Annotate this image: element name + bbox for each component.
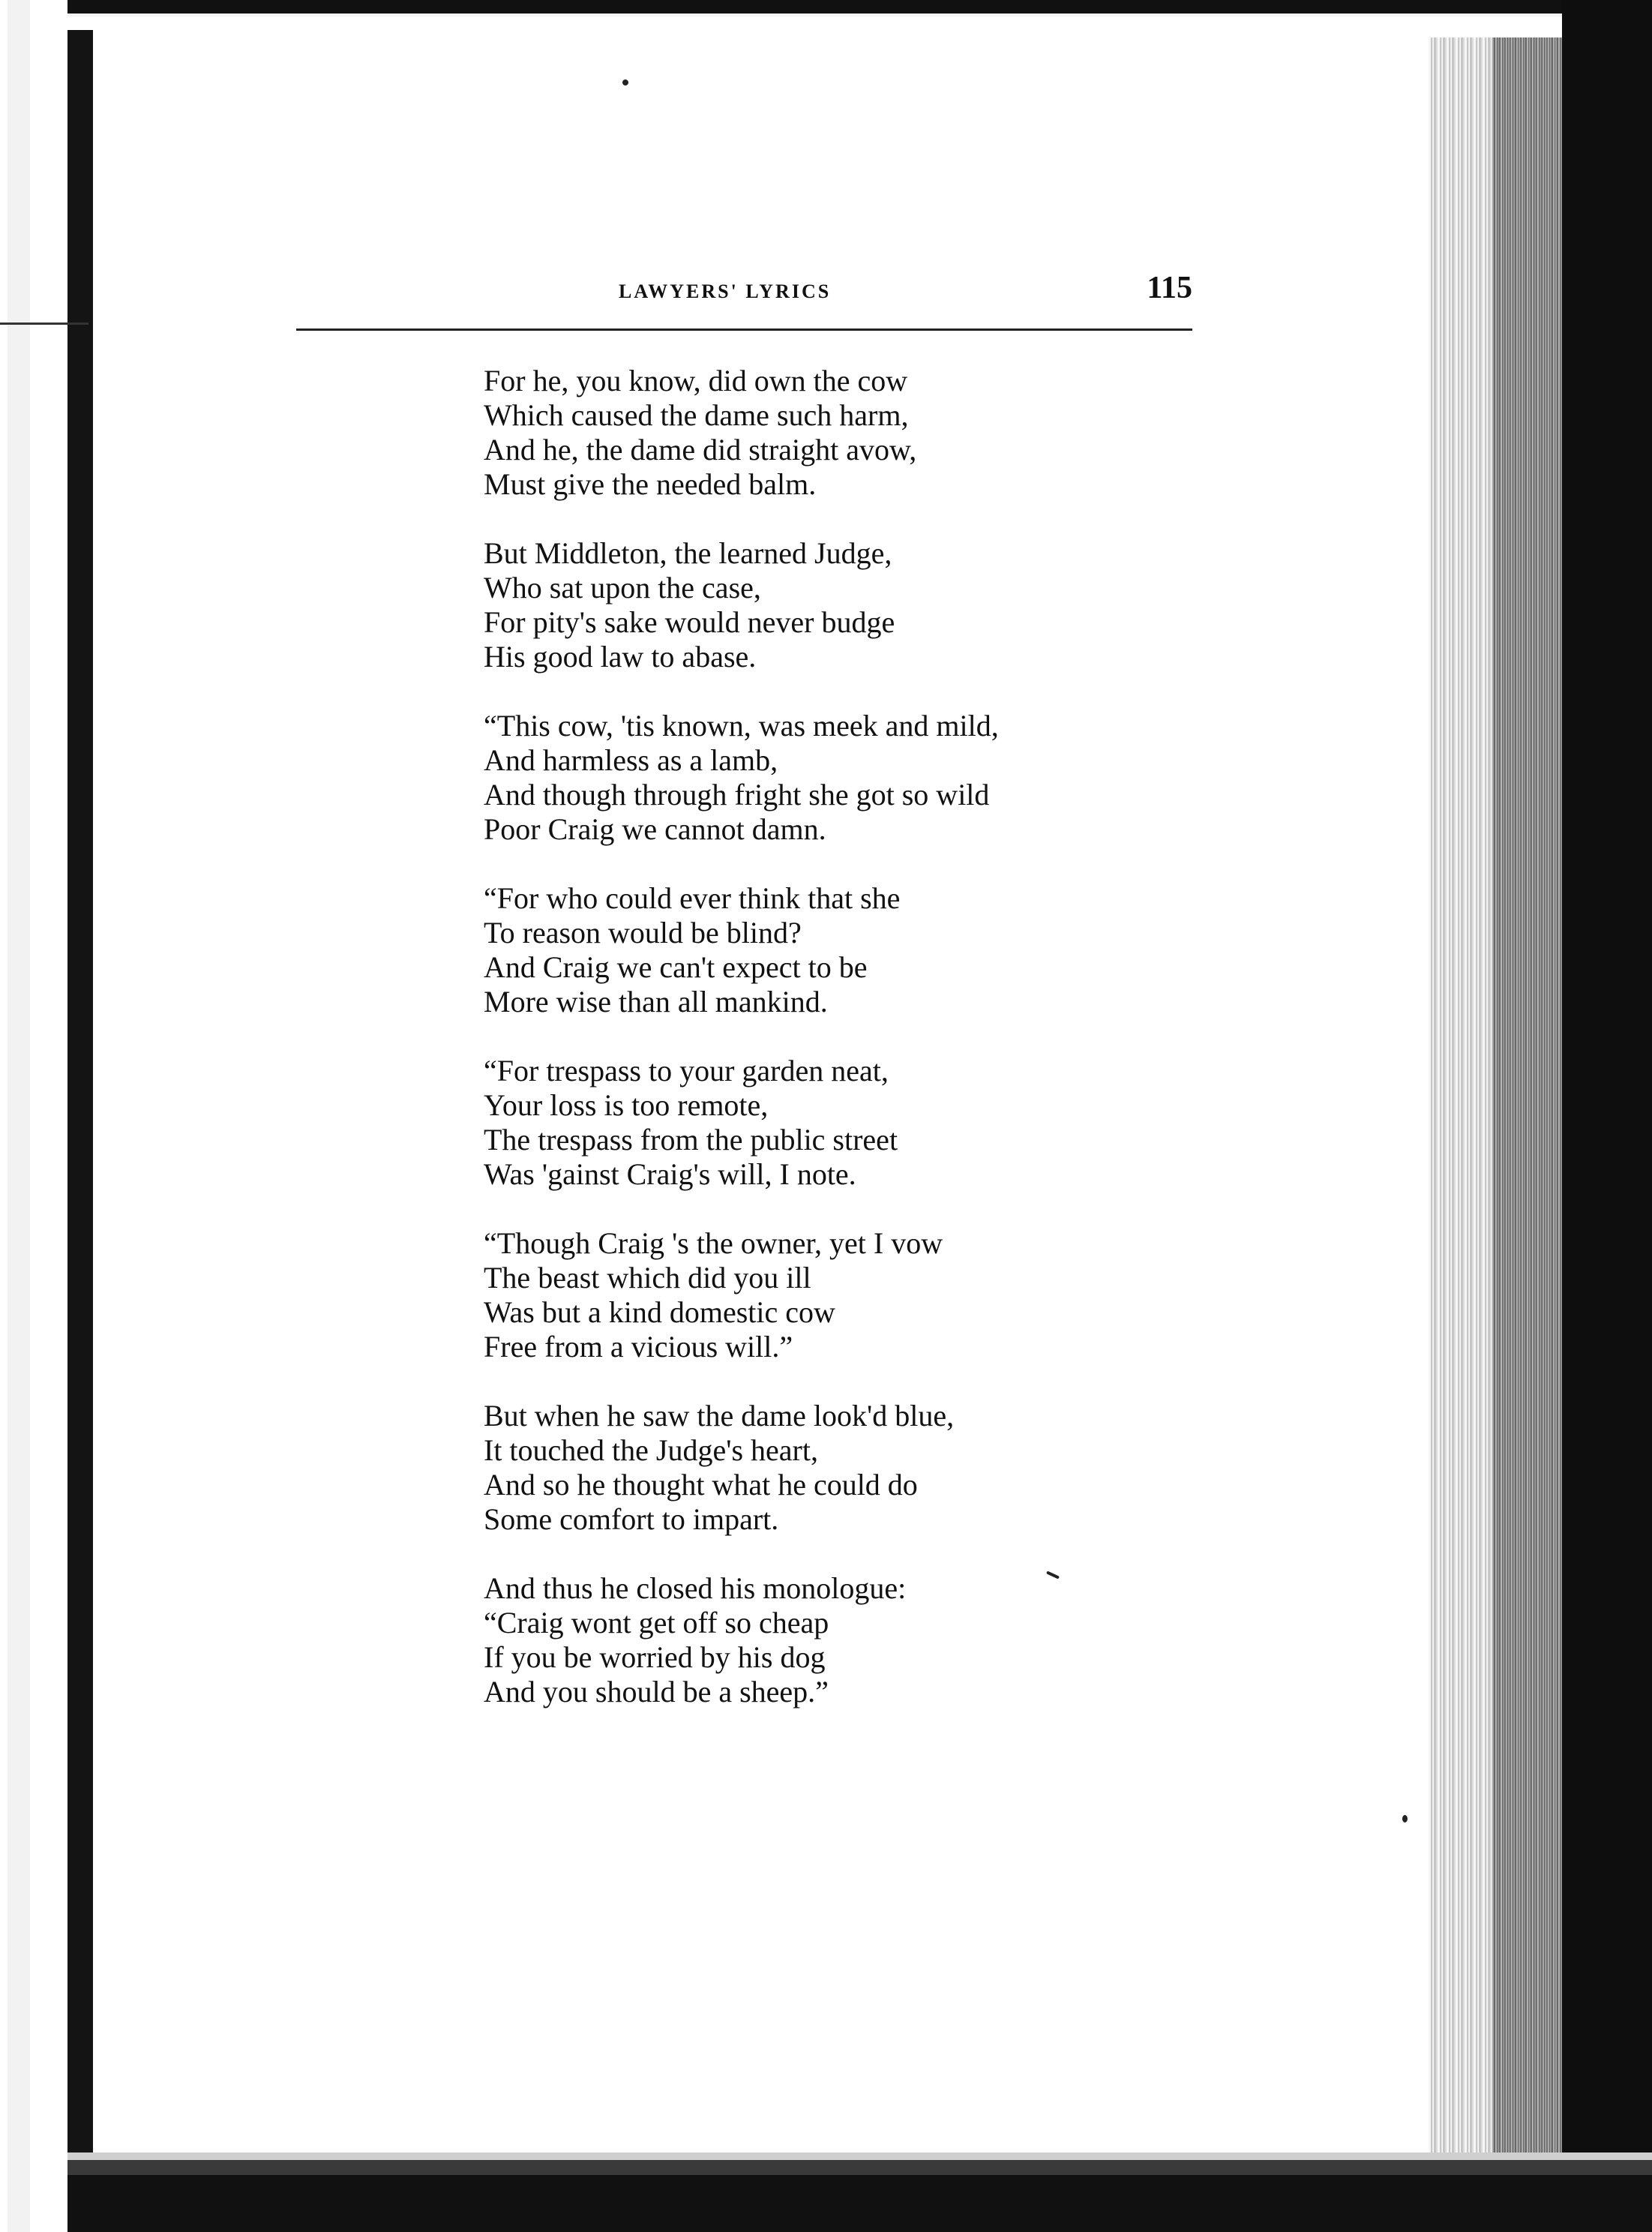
poem-line: More wise than all mankind. xyxy=(484,985,828,1018)
poem-line: “Though Craig 's the owner, yet I vow xyxy=(484,1226,943,1260)
poem-line: To reason would be blind? xyxy=(484,916,802,950)
poem-line: Was 'gainst Craig's will, I note. xyxy=(484,1157,856,1191)
scan-left-border xyxy=(67,30,93,2232)
poem-line: “This cow, 'tis known, was meek and mild, xyxy=(484,709,999,742)
stanza xyxy=(484,364,1384,502)
poem-line: The beast which did you ill xyxy=(484,1261,811,1294)
ink-speck xyxy=(1402,1815,1408,1822)
poem-line: Was but a kind domestic cow xyxy=(484,1295,835,1329)
poem-line: “For who could ever think that she xyxy=(484,881,901,915)
ink-speck xyxy=(622,80,628,86)
running-title: LAWYERS' LYRICS xyxy=(619,280,832,302)
stanza xyxy=(484,536,1384,674)
scan-left-margin xyxy=(0,0,67,2232)
poem-line: “Craig wont get off so cheap xyxy=(484,1606,829,1640)
poem-line: And he, the dame did straight avow, xyxy=(484,433,917,466)
header-rule xyxy=(296,328,1192,331)
page-stack-edge-dark xyxy=(1492,38,1562,2152)
poem-line: For he, you know, did own the cow xyxy=(484,364,908,398)
page-number: 115 xyxy=(1147,271,1192,305)
poem-line: And harmless as a lamb, xyxy=(484,743,778,777)
poem-line: Free from a vicious will.” xyxy=(484,1330,793,1364)
poem-line: Must give the needed balm. xyxy=(484,467,817,501)
poem-line: And though through fright she got so wild xyxy=(484,778,990,812)
stanza xyxy=(484,1226,1384,1364)
stanza xyxy=(484,1571,1384,1709)
poem-line: Who sat upon the case, xyxy=(484,571,761,604)
poem-line: For pity's sake would never budge xyxy=(484,605,895,639)
scan-left-mark xyxy=(0,322,88,325)
poem-body xyxy=(484,364,1384,1744)
stanza xyxy=(484,709,1384,847)
poem-line: And thus he closed his monologue: xyxy=(484,1571,907,1605)
stanza xyxy=(484,881,1384,1019)
scan-bottom-border xyxy=(67,2152,1652,2232)
poem-line: It touched the Judge's heart, xyxy=(484,1433,818,1467)
poem-line: If you be worried by his dog xyxy=(484,1640,826,1674)
poem-line: Which caused the dame such harm, xyxy=(484,398,909,432)
scan-right-border xyxy=(1562,0,1652,2232)
poem-line: And you should be a sheep.” xyxy=(484,1675,829,1708)
poem-line: But Middleton, the learned Judge, xyxy=(484,536,892,570)
poem-line: And so he thought what he could do xyxy=(484,1468,918,1502)
poem-line: “For trespass to your garden neat, xyxy=(484,1054,889,1088)
stanza xyxy=(484,1399,1384,1537)
running-head xyxy=(296,270,1192,322)
poem-line: The trespass from the public street xyxy=(484,1123,898,1156)
poem-line: And Craig we can't expect to be xyxy=(484,950,868,984)
poem-line: His good law to abase. xyxy=(484,640,757,674)
poem-line: Poor Craig we cannot damn. xyxy=(484,812,826,846)
poem-line: Your loss is too remote, xyxy=(484,1088,769,1122)
stanza xyxy=(484,1054,1384,1192)
scan-top-border xyxy=(0,0,1652,52)
poem-line: But when he saw the dame look'd blue, xyxy=(484,1399,955,1432)
poem-line: Some comfort to impart. xyxy=(484,1502,779,1536)
